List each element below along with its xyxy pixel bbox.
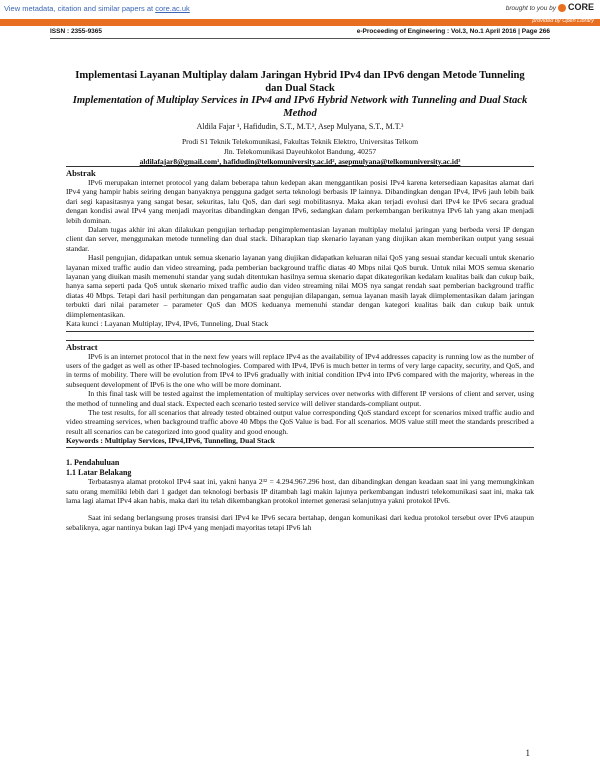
- journal-info: e-Proceeding of Engineering : Vol.3, No.1 April 2016 | Page 266: [356, 28, 550, 35]
- abstract-paragraph-1: IPv6 is an internet protocol that in the next few years will replace IPv4 as the availability of IPv4 addresses capacity is running low as the number of users of the gadget as well as other IP-based technologies. Compared with IPv4, IPv6 is much better in terms of very large capacity, security, and QoS, and in terms of mobility. There will be evolution from IPv4 to IPv6 gradually with initial condition IPv4 into IPv6 compared with the majority, whereas in the subsequent development of IPv6 is the one who will be more dominant.: [66, 351, 534, 389]
- affiliation-line-2: Jln. Telekomunikasi Dayeuhkolot Bandung, 40257: [223, 147, 377, 156]
- abstract-paragraph-2: In this final task will be tested against the implementation of multiplay services over networks with different IP versions of client and server, using the method of tunneling and dual stack. Expected each scenario tested service will deliver standards-compliant output.: [66, 389, 534, 408]
- header-divider: [50, 38, 550, 39]
- core-logo-icon: [558, 4, 566, 12]
- abstrak-paragraph-1: IPv6 merupakan internet protocol yang dalam beberapa tahun kedepan akan menggantikan posisi IPv4 karena ketersediaan kapasitas alamat dari IPv4 yang hampir habis seiring dengan banyaknya pengguna gadget serta teknologi berbasis IP lainnya. Dibandingkan dengan IPv4, IPv6 jauh lebih baik dari segi kapasitasnya yang sangat besar, sekuritas, lalu QoS, dan dari segi mobilitasnya. Maka akan terjadi evolusi dari IPv4 ke IPv6 secara gradual dengan kondisi awal IPv4 yang menjadi mayoritas dibandingkan dengan IPv6, sedangkan dalam perkembangan berikutnya IPv6 lah yang akan menjadi lebih dominan.: [66, 178, 534, 225]
- metadata-link-text[interactable]: View metadata, citation and similar papers at core.ac.uk: [4, 4, 190, 13]
- issn: ISSN : 2355-9365: [50, 28, 103, 35]
- core-link[interactable]: core.ac.uk: [155, 4, 190, 13]
- abstract-heading: Abstract: [66, 341, 98, 352]
- abstract-section: [66, 340, 534, 449]
- title-indonesian: Implementasi Layanan Multiplay dalam Jaringan Hybrid IPv4 dan IPv6 dengan Metode Tunneling dan Dual Stack: [75, 70, 525, 94]
- provider-bar: [0, 19, 600, 26]
- page-number: 1: [525, 748, 530, 758]
- abstrak-section: [66, 166, 534, 332]
- abstrak-paragraph-3: Hasil pengujian, didapatkan untuk semua skenario layanan yang diujikan didapatkan keluaran nilai QoS yang sesuai standar kecuali untuk skenario layanan mixed traffic audio dan video streaming, pada pemberian background traffic diatas 40 Mbps nilai QoS buruk. Untuk nilai MOS semua skenario layanan yang diuikan masih memenuhi standar yang sudah ditentukan hasilnya semua skenario dapat dikategorikan kedalam kualitas baik dan cukup baik, hanya sama seperti pada QoS untuk skenario mixed traffic audio dan video streaming nilai MOS nya sangat rendah saat pemberian background traffic diatas 40 Mbps. Tetapi dari hasil perhitungan dan pengamatan saat pengujian dilapangan, semua layanan masih layak diimplementasikan dalam jaringan terbukti dari nilai parameter – parameter QoS dan MOS keduanya memenuhi standar dengan kategori kualitas baik dan cukup baik untuk diimplementasikan.: [66, 253, 534, 319]
- intro-paragraph-2: Saat ini sedang berlangsung proses transisi dari IPv4 ke IPv6 secara bertahap, dengan komunikasi dari kedua protokol tersebut over IPv6 ataupun sebaliknya, agar nantinya bukan lagi IPv4 yang menjadi mayoritas tetapi IPv6 lah: [66, 513, 534, 532]
- title-english: Implementation of Multiplay Services in IPv4 and IPv6 Hybrid Network with Tunneling and Dual Stack Method: [72, 95, 528, 119]
- abstrak-paragraph-2: Dalam tugas akhir ini akan dilakukan pengujian terhadap pengimplementasian layanan multiplay melalui jaringan yang berbeda versi IP dengan client dan server, menggunakan metode tunneling dan dual stack. Diharapkan tiap skenario layanan yang diujikan akan memberikan output yang sesuai standar.: [66, 225, 534, 253]
- affiliation: [66, 137, 534, 157]
- abstract-keywords: Keywords : Multiplay Services, IPv4,IPv6, Tunneling, Dual Stack: [66, 436, 275, 446]
- core-badge[interactable]: brought to you by CORE: [505, 2, 594, 12]
- provider-text: provided by Open Library: [532, 18, 594, 24]
- intro-subheading: 1.1 Latar Belakang: [66, 468, 132, 478]
- abstrak-heading: Abstrak: [66, 168, 96, 178]
- abstract-paragraph-3: The test results, for all scenarios that already tested obtained output value corresponding QoS standard except for scenarios mixed traffic audio and video streaming services, when background traffic above 40 Mbps the QoS Value is bad. For all scenarios. MOS value still meet the standards prescribed a result all scenarios can be categorized into good quality and good enough.: [66, 407, 534, 436]
- intro-paragraph-1: Terbatasnya alamat protokol IPv4 saat ini, yakni hanya 2³² = 4.294.967.296 host, dan dibandingkan dengan keadaan saat ini yang memungkinkan satu orang memiliki lebih dari 1 gadget dan teknologi berbasis IP ditambah lagi makin lajunya perkembangan industri telekomunikasi saat ini, maka tak lama lagi alamat IPv4 akan habis, maka dari itu telah dikembangkan protokol internet generasi selanjutnya yakni protokol IPv6.: [66, 477, 534, 505]
- authors: Aldila Fajar ¹, Hafidudin, S.T., M.T.², Asep Mulyana, S.T., M.T.³: [196, 122, 404, 131]
- abstrak-keywords: Kata kunci : Layanan Multiplay, IPv4, IPv6, Tunneling, Dual Stack: [66, 319, 269, 329]
- intro-heading: 1. Pendahuluan: [66, 458, 120, 468]
- affiliation-line-1: Prodi S1 Teknik Telekomunikasi, Fakultas Teknik Elektro, Universitas Telkom: [181, 137, 419, 146]
- author-emails[interactable]: aldilafajar8@gmail.com¹, hafidudin@telkomuniversity.ac.id², asepmulyana@telkomuniversity.ac.id³: [139, 157, 461, 166]
- paper-content: [66, 70, 534, 532]
